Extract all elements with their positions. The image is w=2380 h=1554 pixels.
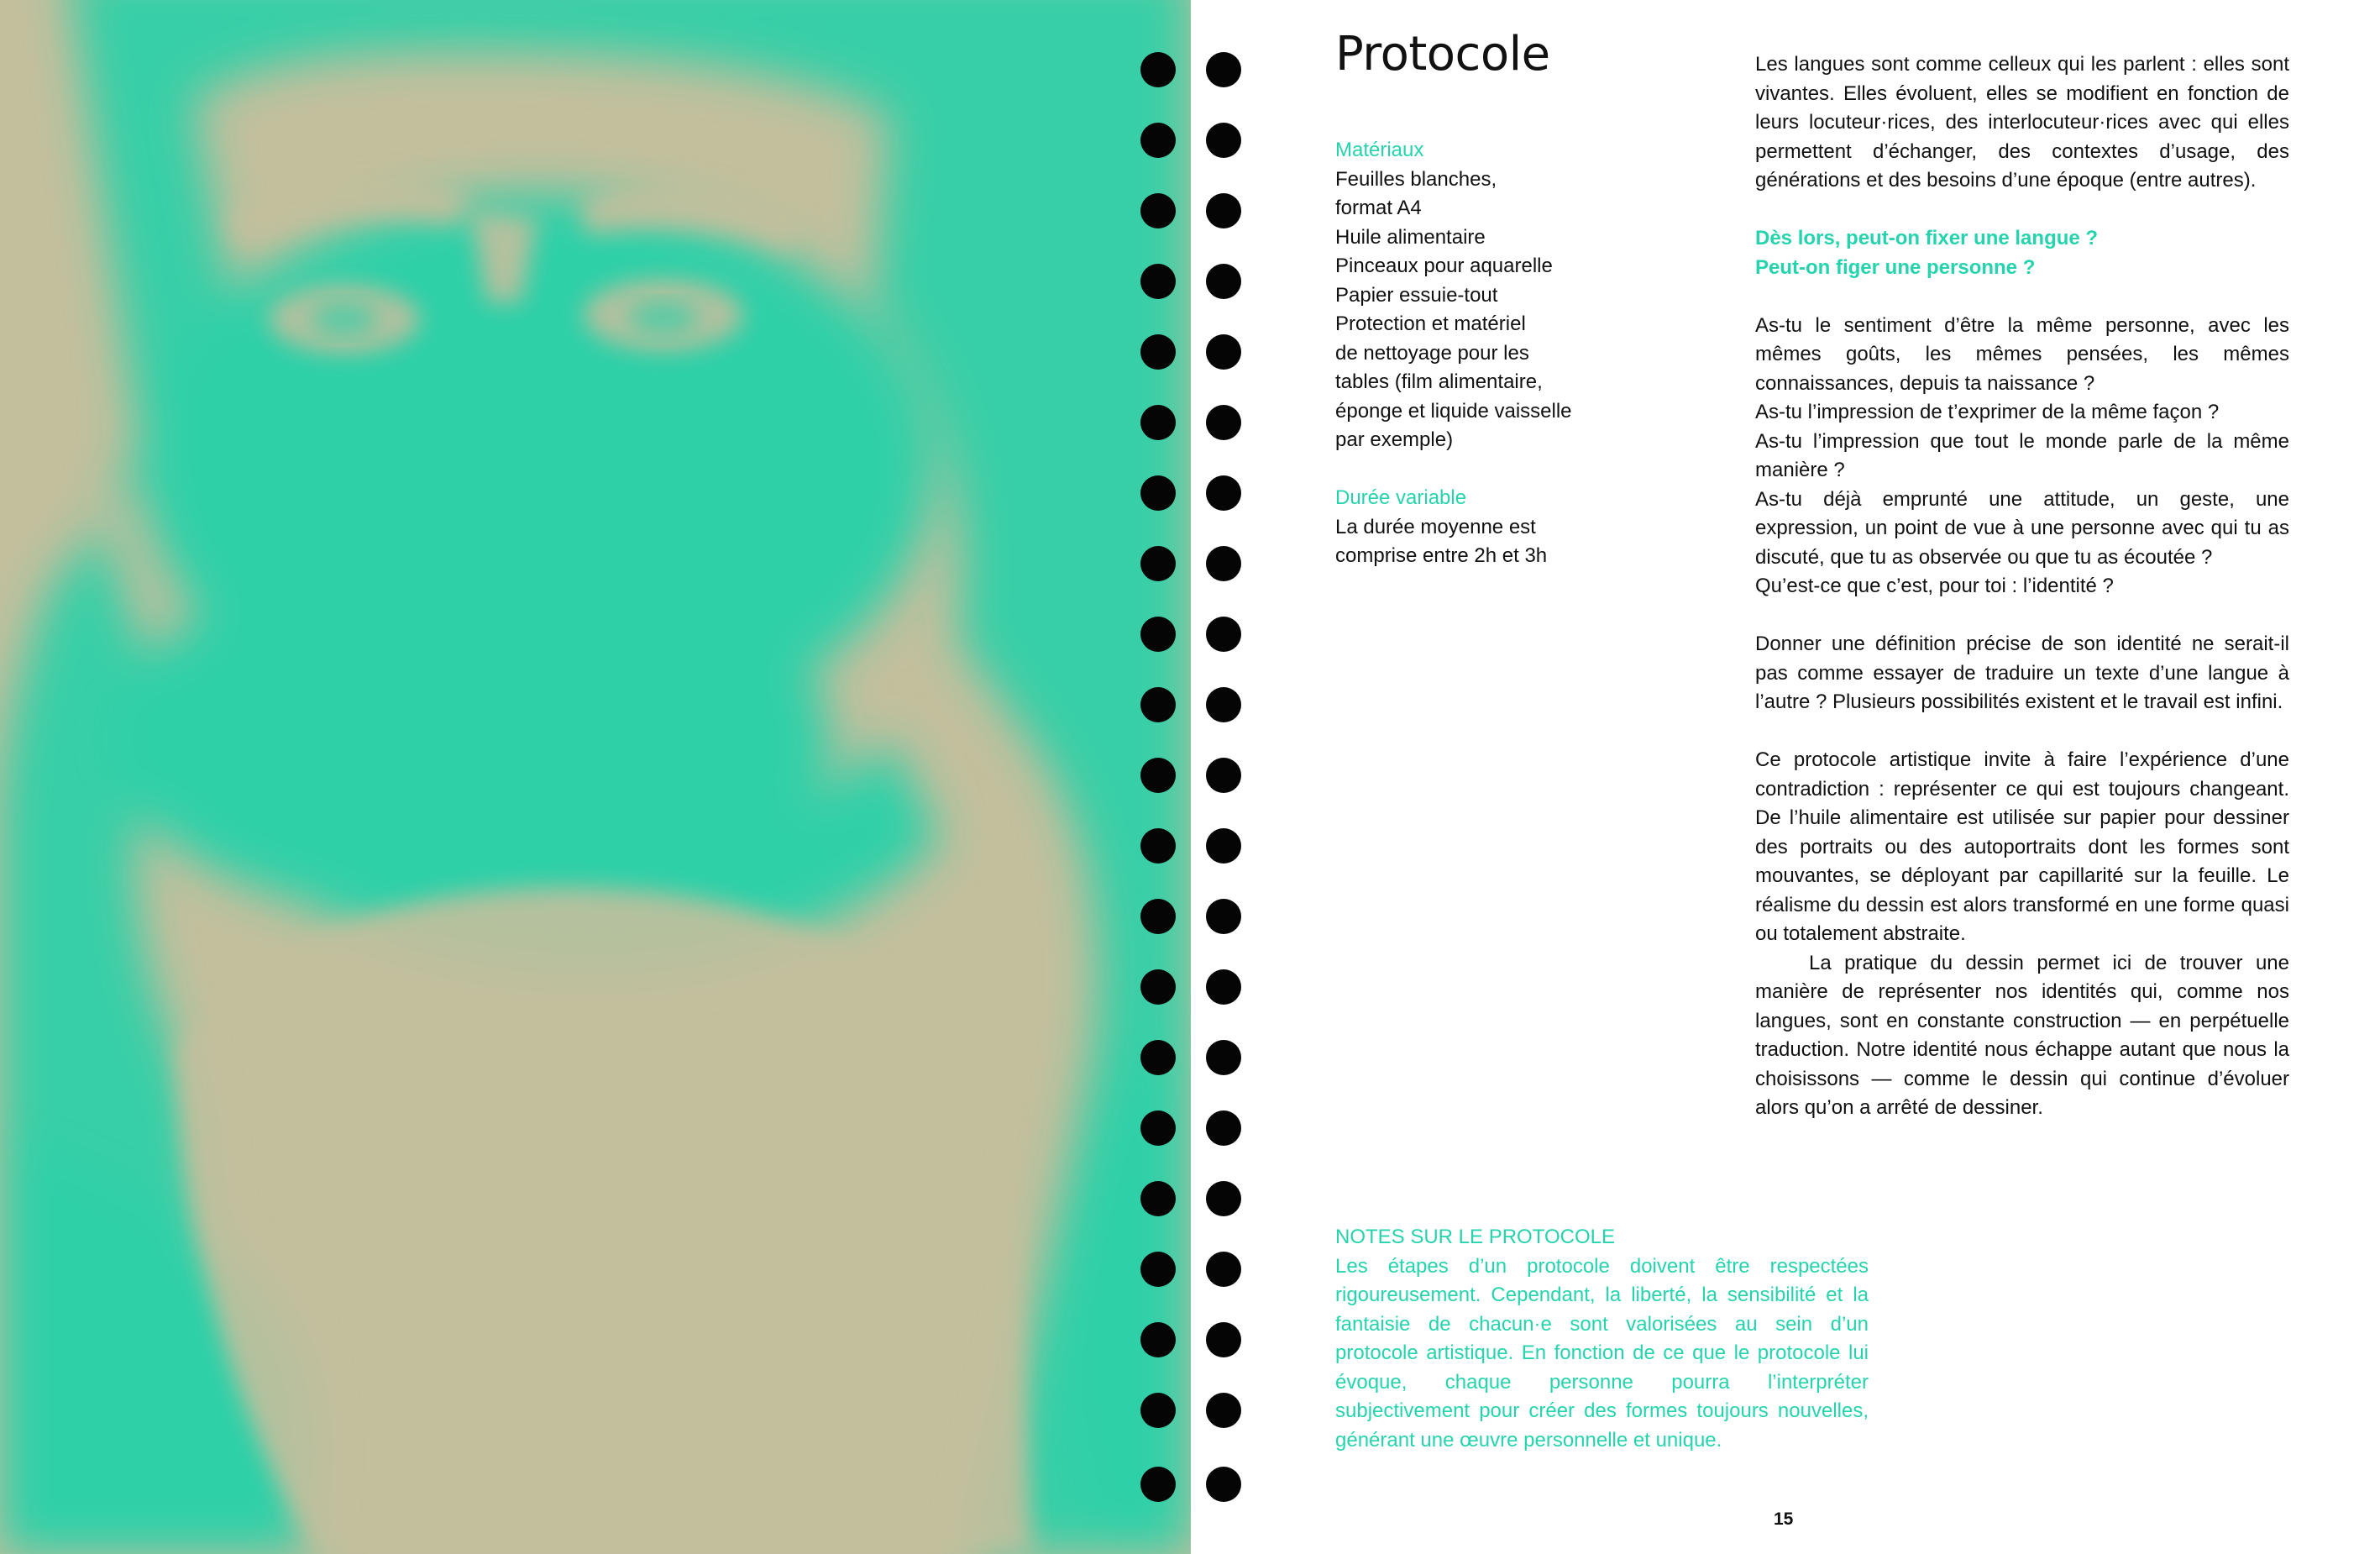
spiral-binding [1125, 0, 1251, 1554]
reflection-question: As-tu déjà emprunté une attitude, un geste, une expression, un point de vue à une personne avec qui tu as discuté, que tu as observée ou que tu as écoutée ? [1755, 487, 2289, 569]
binding-hole [1140, 1110, 1176, 1146]
binding-hole [1206, 52, 1241, 87]
binding-hole [1206, 193, 1241, 228]
duration-line: comprise entre 2h et 3h [1335, 544, 1548, 567]
binding-hole [1206, 1467, 1241, 1502]
material-item: éponge et liquide vaisselle [1335, 399, 1572, 423]
binding-hole [1206, 264, 1241, 299]
body-paragraph: Donner une définition précise de son identité ne serait-il pas comme essayer de traduire un texte d’une langue à l’autre ? Plusieurs possibilités existent et le travail est infini. [1755, 633, 2289, 713]
key-question: Dès lors, peut-on fixer une langue ? [1755, 227, 2099, 249]
binding-hole [1140, 969, 1176, 1005]
reflection-question: Qu’est-ce que c’est, pour toi : l’identité ? [1755, 575, 2114, 597]
material-item: par exemple) [1335, 428, 1454, 451]
binding-hole [1206, 405, 1241, 440]
page-title: Protocole [1335, 27, 1550, 81]
binding-hole [1140, 1252, 1176, 1287]
notes-text: Les étapes d’un protocole doivent être respectées rigoureusement. Cependant, la liberté, la sensibilité et la fantaisie de chacun·e sont valorisées au sein d’un protocole artistique. En fonction de ce que le protocole lui évoque, chaque personne pourra l’interpréter subjectivement pour créer des formes toujours nouvelles, générant une œuvre personnelle et unique. [1335, 1254, 1869, 1452]
material-item: de nettoyage pour les [1335, 341, 1529, 365]
binding-hole [1206, 1393, 1241, 1428]
key-question: Peut-on figer une personne ? [1755, 255, 2036, 279]
binding-hole [1206, 475, 1241, 511]
binding-hole [1206, 334, 1241, 370]
binding-hole [1140, 405, 1176, 440]
binding-hole [1206, 617, 1241, 652]
reflection-question: As-tu l’impression de t’exprimer de la même façon ? [1755, 401, 2220, 423]
binding-hole [1140, 123, 1176, 158]
binding-hole [1140, 899, 1176, 934]
duration-line: La durée moyenne est [1335, 515, 1536, 538]
binding-hole [1140, 828, 1176, 864]
binding-hole [1206, 828, 1241, 864]
binding-hole [1140, 1467, 1176, 1502]
binding-hole [1140, 264, 1176, 299]
binding-hole [1140, 546, 1176, 581]
body-paragraph: Ce protocole artistique invite à faire l’expérience d’une contradiction : représenter ce qui est toujours changeant. De l’huile alimentaire est utilisée sur papier pour dessiner des portraits ou des autoportraits dont les formes sont mouvantes, se déployant par capillarité sur la feuille. Le réalisme du dessin est alors transformé en une forme quasi ou totalement abstraite. [1755, 748, 2289, 945]
binding-hole [1206, 899, 1241, 934]
binding-hole [1206, 1181, 1241, 1216]
binding-hole [1140, 617, 1176, 652]
notes-title: NOTES SUR LE PROTOCOLE [1335, 1226, 1615, 1248]
binding-hole [1206, 687, 1241, 722]
sidebar-info [1335, 136, 1638, 571]
reflection-question: As-tu l’impression que tout le monde parle de la même manière ? [1755, 429, 2289, 481]
protocol-notes [1335, 1223, 1869, 1455]
binding-hole [1206, 969, 1241, 1005]
binding-hole [1140, 758, 1176, 793]
material-item: Protection et matériel [1335, 312, 1526, 335]
binding-hole [1206, 123, 1241, 158]
binding-hole [1140, 1393, 1176, 1428]
body-paragraph: La pratique du dessin permet ici de trouver une manière de représenter nos identités qui, comme nos langues, sont en constante construction — en perpétuelle traduction. Notre identité nous échappe autant que nous la choisissons — comme le dessin qui continue d’évoluer alors qu’on a arrêté de dessiner. [1755, 951, 2289, 1119]
binding-hole [1140, 52, 1176, 87]
body-text [1755, 50, 2289, 1123]
intro-paragraph: Les langues sont comme celleux qui les parlent : elles sont vivantes. Elles évoluent, elles se modifient en fonction de leurs locuteur·rices, des interlocuteur·rices avec qui elles permettent d’échanger, des contextes d’usage, des générations et des besoins d’une époque (entre autres). [1755, 53, 2289, 192]
binding-hole [1140, 1181, 1176, 1216]
binding-hole [1206, 1040, 1241, 1075]
reflection-question: As-tu le sentiment d’être la même personne, avec les mêmes goûts, les mêmes pensées, les mêmes connaissances, depuis ta naissance ? [1755, 313, 2289, 395]
materials-heading: Matériaux [1335, 139, 1424, 161]
binding-hole [1140, 1040, 1176, 1075]
binding-hole [1206, 1252, 1241, 1287]
binding-hole [1140, 1322, 1176, 1357]
binding-hole [1206, 758, 1241, 793]
material-item: tables (film alimentaire, [1335, 370, 1543, 393]
duration-heading: Durée variable [1335, 486, 1467, 509]
binding-hole [1206, 546, 1241, 581]
binding-hole [1140, 475, 1176, 511]
binding-hole [1140, 334, 1176, 370]
binding-hole [1140, 687, 1176, 722]
material-item: Huile alimentaire [1335, 225, 1486, 249]
material-item: format A4 [1335, 197, 1422, 219]
binding-hole [1206, 1110, 1241, 1146]
page-number: 15 [1774, 1509, 1794, 1529]
material-item: Papier essuie-tout [1335, 283, 1498, 307]
material-item: Feuilles blanches, [1335, 167, 1497, 191]
binding-hole [1206, 1322, 1241, 1357]
material-item: Pinceaux pour aquarelle [1335, 255, 1553, 277]
binding-hole [1140, 193, 1176, 228]
